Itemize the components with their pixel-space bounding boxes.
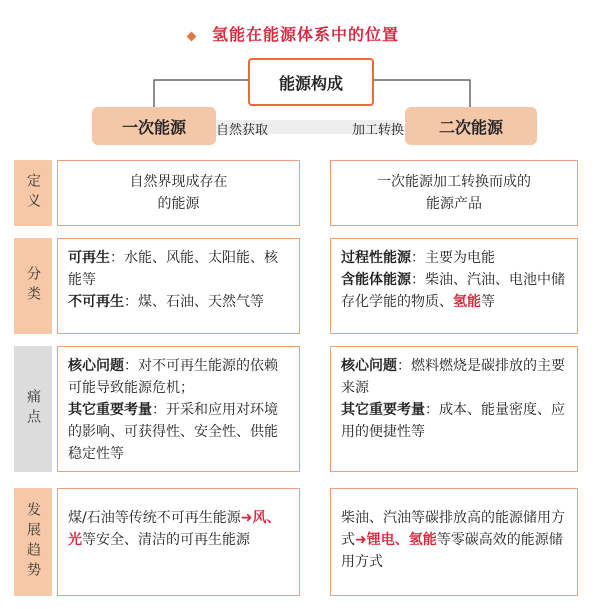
hydrogen-highlight: 氢能 — [453, 294, 481, 310]
row-label-classification: 分类 — [14, 238, 52, 334]
row-label-trend: 发展趋势 — [14, 488, 52, 596]
process-energy-keyword: 过程性能源 — [341, 250, 411, 266]
battery-hydrogen-highlight: 锂电、氢能 — [366, 532, 437, 548]
carrier-energy-keyword: 含能体能源 — [341, 272, 411, 288]
renewable-keyword: 可再生 — [68, 250, 110, 266]
pain-secondary — [330, 346, 578, 472]
trend-primary — [57, 488, 300, 596]
other-considerations-text: ：成本、能量密度、应用的便捷性等 — [341, 402, 565, 440]
core-issue-text: ：对不可再生能源的依赖可能导致能源危机； — [68, 358, 278, 396]
other-considerations-keyword: 其它重要考量 — [341, 402, 425, 418]
classification-secondary — [330, 238, 578, 334]
row-label-definition: 定义 — [14, 160, 52, 226]
energy-composition-box: 能源构成 — [248, 58, 374, 106]
classification-primary — [57, 238, 300, 334]
trend-primary-tail: 等安全、清洁的可再生能源 — [82, 532, 250, 548]
nonrenewable-keyword: 不可再生 — [68, 294, 124, 310]
carrier-energy-tail: 等 — [481, 294, 495, 310]
definition-primary: 自然界现成存在 的能源 — [57, 160, 300, 226]
process-energy-text: ：主要为电能 — [411, 250, 495, 266]
primary-energy-header: 一次能源 — [92, 107, 216, 145]
page-title: 氢能在能源体系中的位置 — [212, 25, 400, 44]
core-issue-text: ：燃料燃烧是碳排放的主要来源 — [341, 358, 565, 396]
arrow-icon: ➜ — [355, 532, 367, 548]
core-issue-keyword: 核心问题 — [341, 358, 397, 374]
pain-primary — [57, 346, 300, 472]
trend-secondary-text: 柴油、汽油等碳排放高的能源储用方式 — [341, 510, 565, 548]
row-label-pain-points: 痛点 — [14, 346, 52, 472]
other-considerations-text: ：开采和应用对环境的影响、可获得性、安全性、供能稳定性等 — [68, 402, 278, 462]
process-conversion: 加工转换 — [352, 123, 405, 138]
carrier-energy-text: ：柴油、汽油、电池中储存化学能的物质、 — [341, 272, 565, 310]
nonrenewable-text: ：煤、石油、天然气等 — [124, 294, 264, 310]
trend-secondary — [330, 488, 578, 596]
trend-primary-text: 煤/石油等传统不可再生能源 — [68, 510, 241, 526]
wind-solar-highlight: 风、光 — [68, 510, 281, 548]
definition-secondary: 一次能源加工转换而成的 能源产品 — [330, 160, 578, 226]
other-considerations-keyword: 其它重要考量 — [68, 402, 152, 418]
process-natural-acquisition: 自然获取 — [216, 123, 269, 138]
renewable-text: ：水能、风能、太阳能、核能等 — [68, 250, 278, 288]
arrow-icon: ➜ — [240, 510, 253, 526]
trend-secondary-tail: 等零碳高效的能源储用方式 — [341, 532, 563, 570]
secondary-energy-header: 二次能源 — [405, 107, 537, 145]
core-issue-keyword: 核心问题 — [68, 358, 124, 374]
